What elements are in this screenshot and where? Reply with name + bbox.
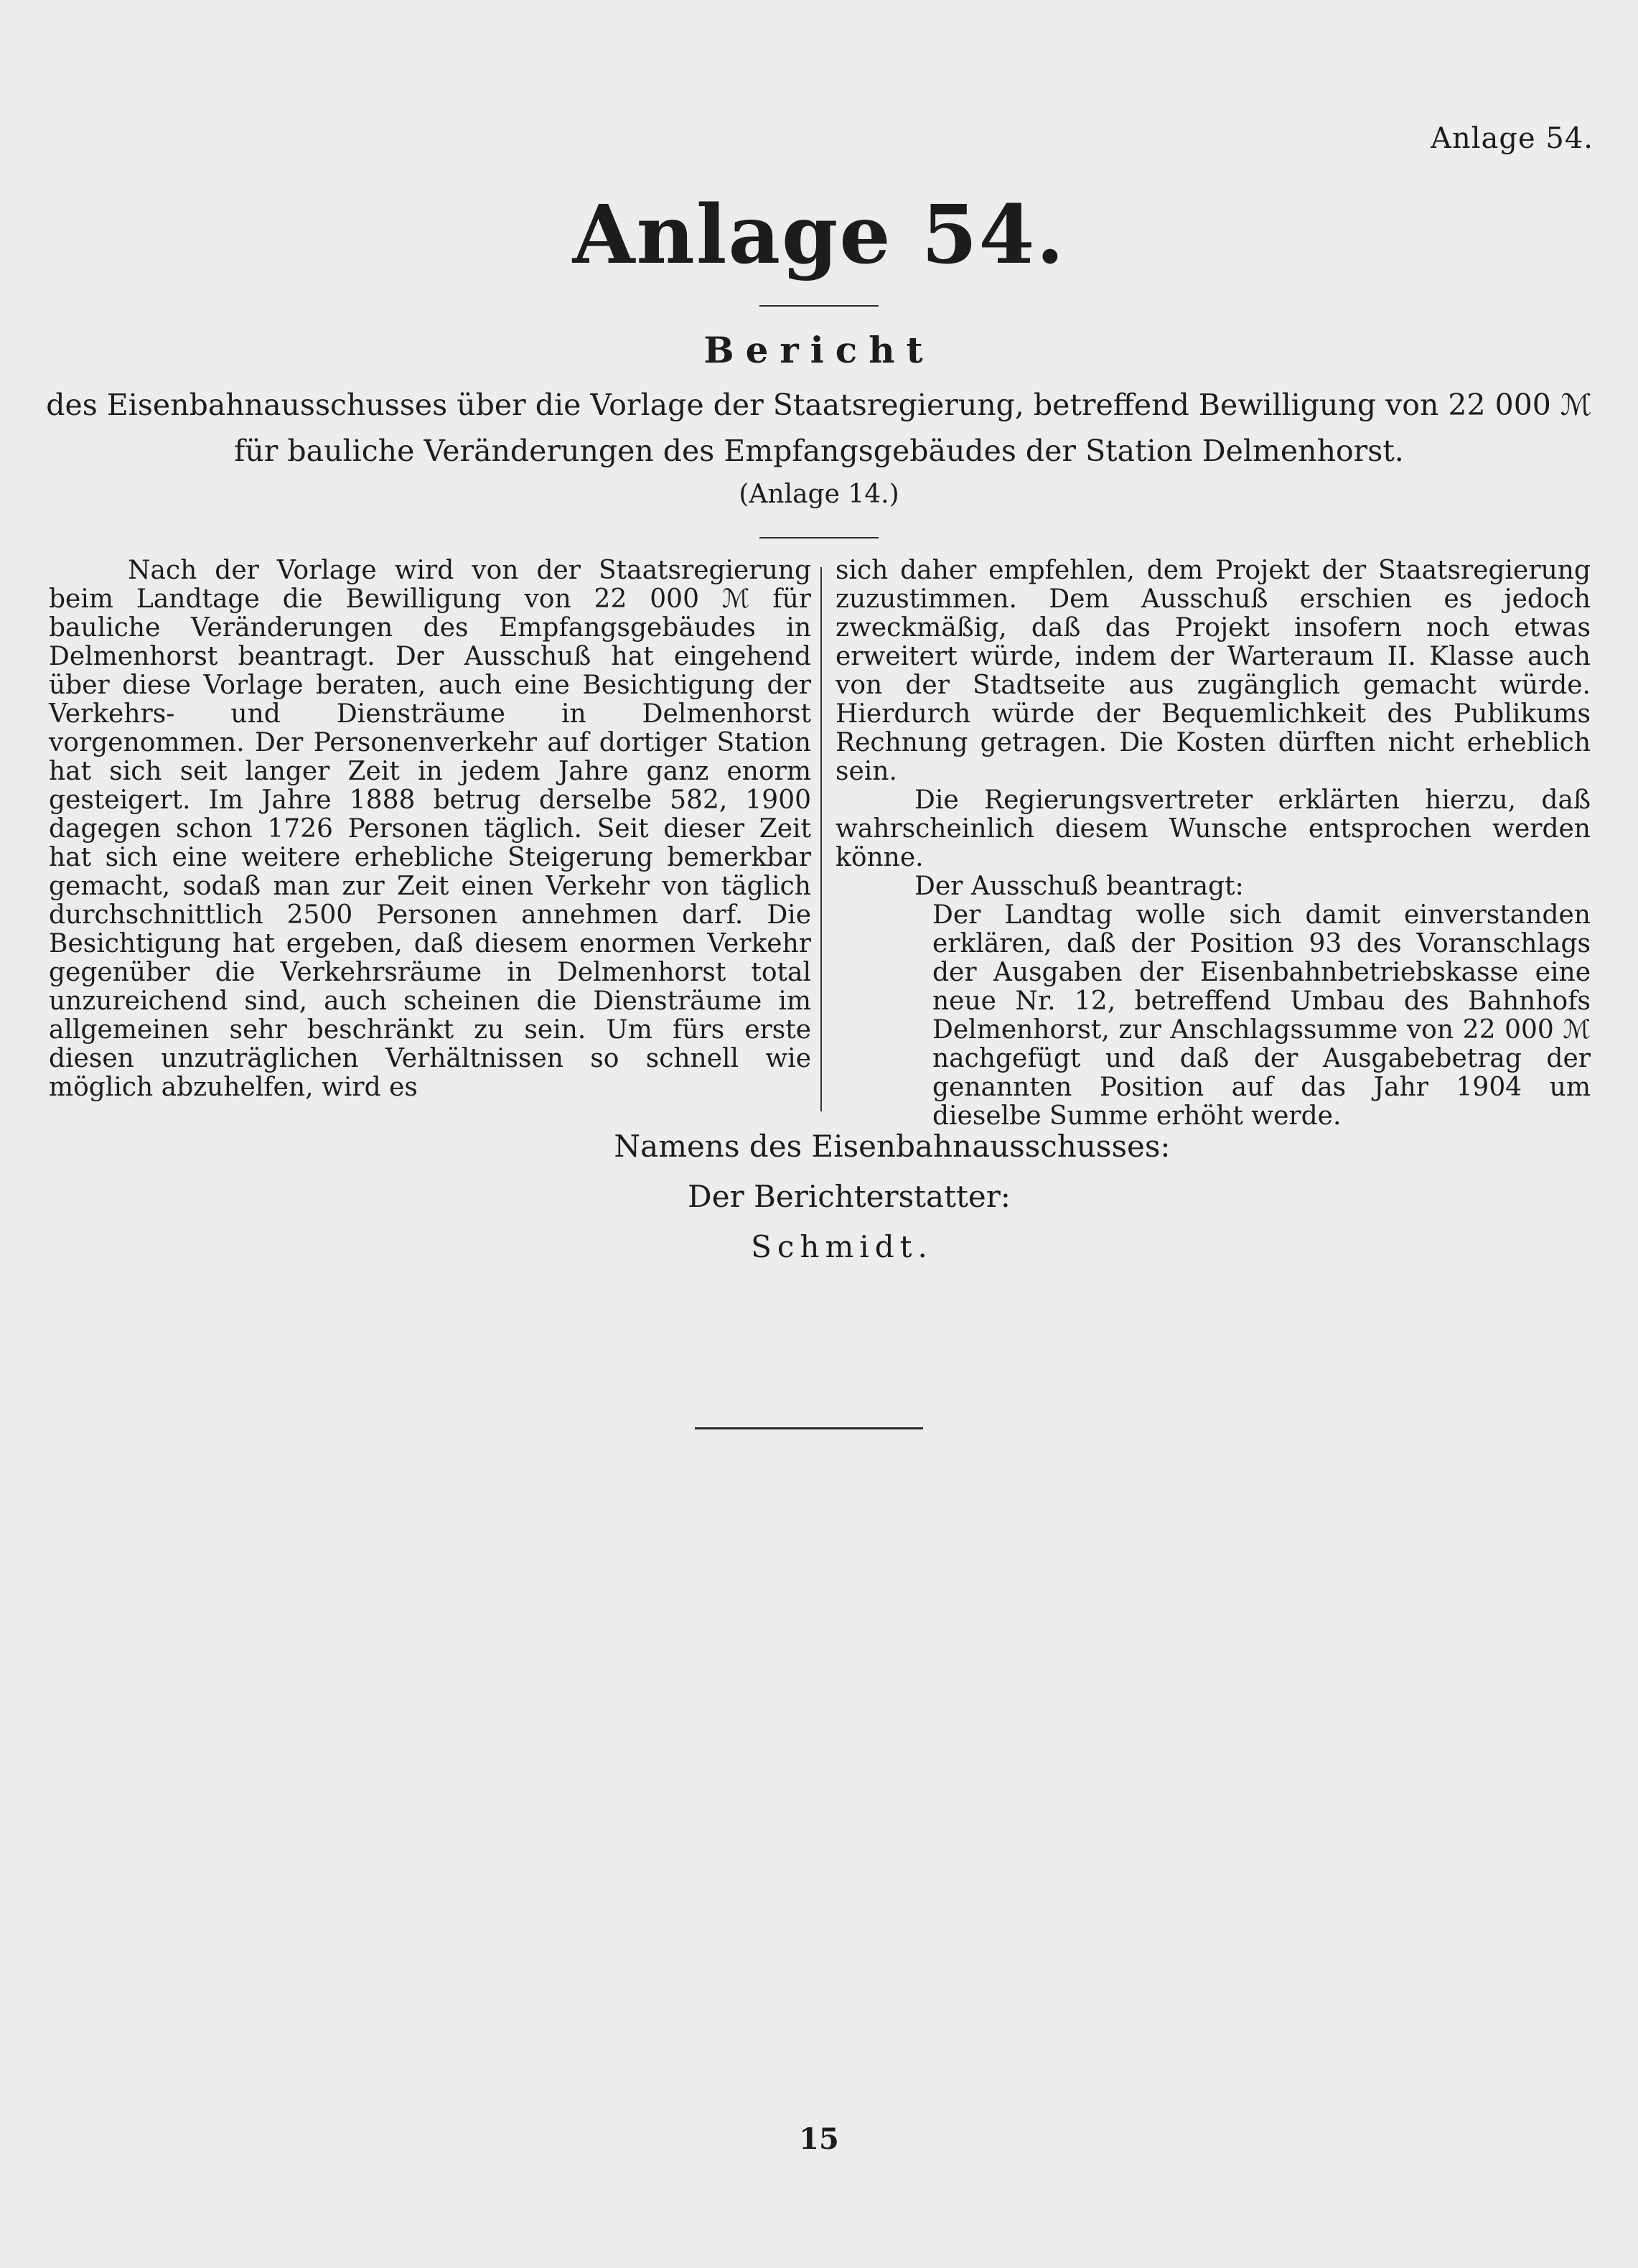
- heading-divider: [759, 537, 879, 538]
- annex-reference: (Anlage 14.): [739, 480, 899, 509]
- right-column: [836, 556, 1591, 1131]
- page-title: Anlage 54.: [572, 188, 1066, 282]
- paragraph: Nach der Vorlage wird von der Staatsregierung beim Landtage die Bewilligung von 22 000 ℳ für bauliche Veränderungen des Empfangsgebäudes in Delmenhorst beantragt. Der Ausschuß hat eingehend über diese Vorlage beraten, auch eine Besichtigung der Verkehrs- und Diensträume in Delmenhorst vorgenommen. Der Personenverkehr auf dortiger Station hat sich seit langer Zeit in jedem Jahre ganz enorm gesteigert. Im Jahre 1888 betrug derselbe 582, 1900 dagegen schon 1726 Personen täglich. Seit dieser Zeit hat sich eine weitere erhebliche Steigerung bemerkbar gemacht, sodaß man zur Zeit einen Verkehr von täglich durchschnittlich 2500 Personen annehmen darf. Die Besichtigung hat ergeben, daß diesem enormen Verkehr gegenüber die Verkehrsräume in Delmenhorst total unzureichend sind, auch scheinen die Diensträume im allgemeinen sehr beschränkt zu sein. Um fürs erste diesen unzuträglichen Verhältnissen so schnell wie möglich abzuhelfen, wird es: [49, 556, 811, 1102]
- end-divider: [695, 1427, 923, 1429]
- paragraph: Die Regierungsvertreter erklärten hierzu, daß wahrscheinlich diesem Wunsche entsprochen werden könne.: [836, 785, 1591, 872]
- running-head: Anlage 54.: [1431, 122, 1593, 155]
- closing-role: Der Berichterstatter:: [688, 1179, 1011, 1214]
- page-number: 15: [799, 2122, 839, 2156]
- closing-committee: Namens des Eisenbahnausschusses:: [614, 1129, 1171, 1164]
- paragraph: sich daher empfehlen, dem Projekt der Staatsregierung zuzustimmen. Dem Ausschuß erschien es jedoch zweckmäßig, daß das Projekt insofern noch etwas erweitert würde, indem der Warteraum II. Klasse auch von der Stadtseite aus zugänglich gemacht würde. Hierdurch würde der Bequemlichkeit des Publikums Rechnung getragen. Die Kosten dürften nicht erheblich sein.: [836, 556, 1591, 786]
- column-separator: [820, 567, 822, 1111]
- left-column: [49, 556, 811, 1102]
- report-label: Bericht: [703, 329, 935, 371]
- signatory-name: Schmidt.: [751, 1229, 933, 1264]
- paragraph: Der Ausschuß beantragt:: [914, 872, 1244, 901]
- report-subject: des Eisenbahnausschusses über die Vorlage der Staatsregierung, betreffend Bewilligung von 22 000 ℳ für bauliche Veränderungen des Empfangsgebäudes der Station Delmenhorst.: [46, 388, 1592, 468]
- title-divider: [759, 305, 879, 307]
- motion-text: Der Landtag wolle sich damit einverstanden erklären, daß der Position 93 des Voranschlags der Ausgaben der Eisenbahnbetriebskasse eine neue Nr. 12, betreffend Umbau des Bahnhofs Delmenhorst, zur Anschlagssumme von 22 000 ℳ nachgefügt und daß der Ausgabebetrag der genannten Position auf das Jahr 1904 um dieselbe Summe erhöht werde.: [932, 900, 1591, 1131]
